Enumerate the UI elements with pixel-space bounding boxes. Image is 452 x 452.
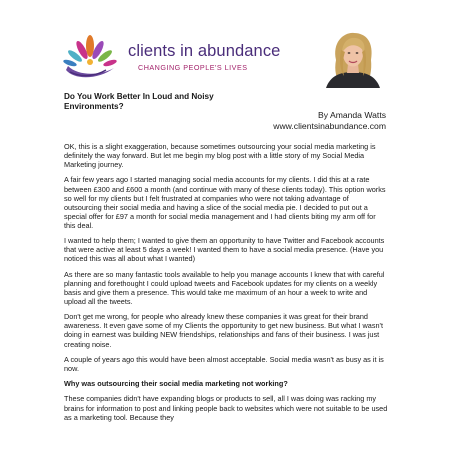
paragraph: A couple of years ago this would have been almost acceptable. Social media wasn't as busy as it is now.	[64, 354, 384, 373]
article-title: Do You Work Better In Loud and Noisy Environments?	[64, 92, 214, 111]
paragraph: These companies didn't have expanding blogs or products to sell, all I was doing was racking my brains for information to post and linking people back to websites which were not suitable to be used as a marketing tool. Because they	[64, 394, 388, 422]
author-block	[273, 110, 386, 132]
article-body	[64, 142, 388, 428]
lotus-flower-icon	[60, 26, 120, 82]
author-photo	[322, 30, 384, 88]
paragraph: Don't get me wrong, for people who already knew these companies it was great for their brand awareness. It even gave some of my Clients the opportunity to get new business. But what I wasn't doing in earnest was building NEW friendships, relationships and fans of their business. I was just creating noise.	[64, 312, 383, 349]
author-website: www.clientsinabundance.com	[273, 121, 386, 131]
brand-tagline: CHANGING PEOPLE'S LIVES	[138, 63, 248, 72]
author-name: By Amanda Watts	[318, 110, 386, 120]
brand-logo	[60, 26, 281, 82]
paragraph: A fair few years ago I started managing social media accounts for my clients. I did this at a rate between £300 and £600 a month (and continue with many of these clients today). This option works so well for my clients but I felt frustrated at companies who were not taking advantage of outsourcing their social media and having a slice of the social media pie. I decided to put out a special offer for £97 a month for social media management and I had clients biting my arm off for this deal.	[64, 175, 386, 230]
brand-name: clients in abundance	[128, 42, 281, 60]
paragraph: OK, this is a slight exaggeration, because sometimes outsourcing your social media marketing is definitely the way forward. But let me begin my blog post with a little story of my Social Media Marketing journey.	[64, 142, 376, 170]
section-subheading: Why was outsourcing their social media marketing not working?	[64, 379, 288, 389]
paragraph: As there are so many fantastic tools available to help you manage accounts I knew that with careful planning and forethought I could upload tweets and Facebook updates for my clients on a weekly basis and give them a presence. This would take me maximum of an hour a week to write and upload all the tweets.	[64, 269, 385, 306]
paragraph: I wanted to help them; I wanted to give them an opportunity to have Twitter and Facebook accounts that were active at least 5 days a week! I wanted them to have a social media presence. (Have you noticed this was all about what I wanted)	[64, 236, 385, 264]
